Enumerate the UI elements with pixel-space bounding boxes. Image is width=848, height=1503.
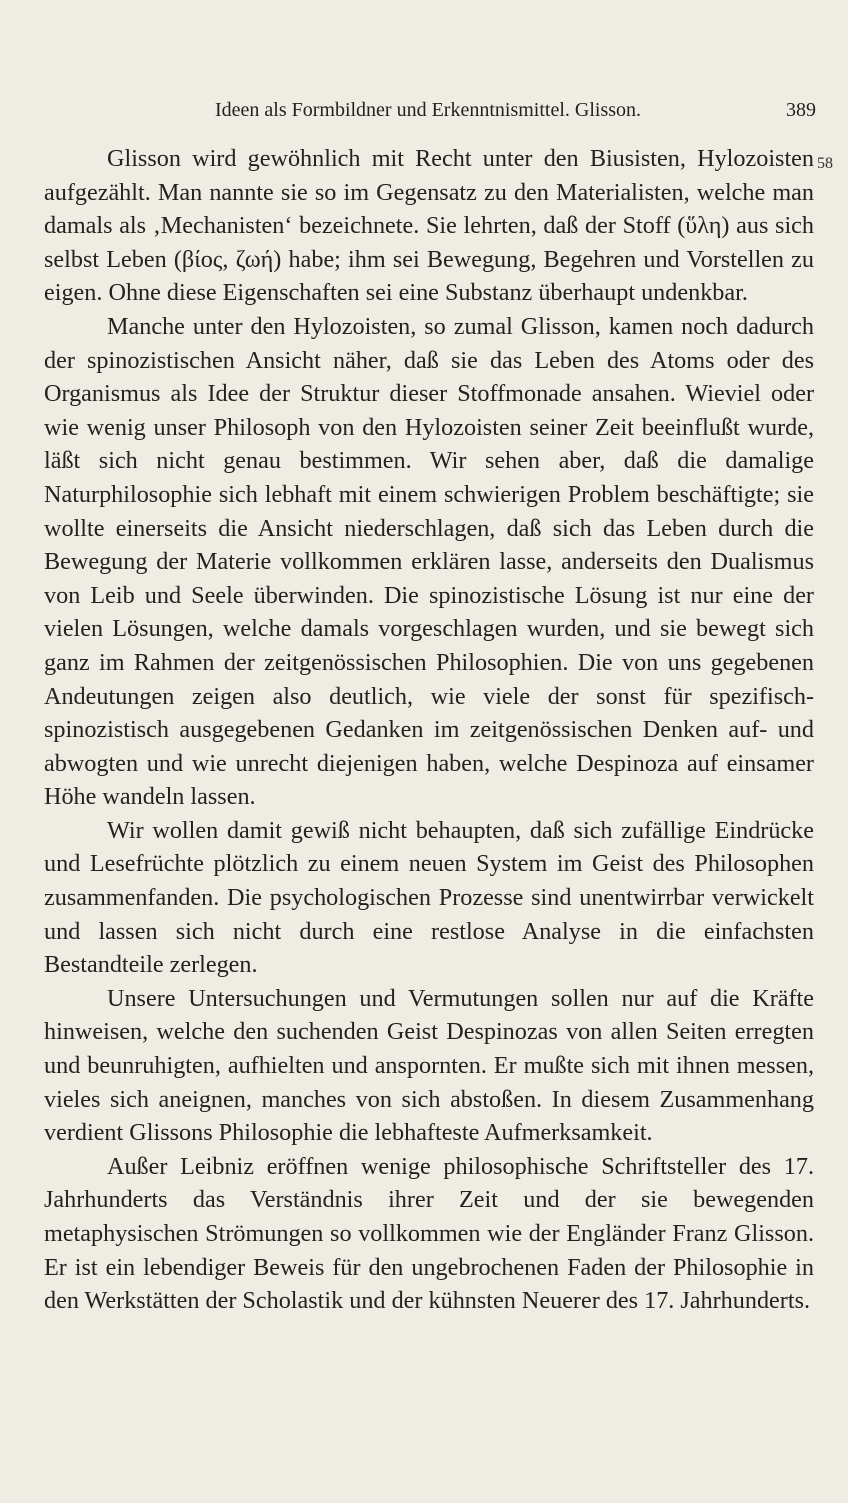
paragraph: Unsere Untersuchungen und Vermutungen sollen nur auf die Kräfte hinweisen, welche den suchenden Geist Despinozas von allen Seiten erregten und beunruhigten, aufhielten und anspornten. Er mußte sich mit ihnen messen, vieles sich aneignen, manches von sich abstoßen. In diesem Zusammenhang verdient Glissons Philosophie die lebhafteste Aufmerksamkeit. (44, 984, 814, 1147)
paragraph: Außer Leibniz eröffnen wenige philosophische Schriftsteller des 17. Jahrhunderts das Verständnis ihrer Zeit und der sie bewegenden metaphysischen Strömungen so vollkommen wie der Engländer Franz Glisson. Er ist ein lebendiger Beweis für den ungebrochenen Faden der Philosophie in den Werkstätten der Scholastik und der kühnsten Neuerer des 17. Jahrhunderts. (44, 1152, 814, 1315)
margin-note: 58 (817, 155, 833, 172)
paragraph: Wir wollen damit gewiß nicht behaupten, daß sich zufällige Eindrücke und Lesefrüchte plötzlich zu einem neuen System im Geist des Philosophen zusammenfanden. Die psychologischen Prozesse sind unentwirrbar verwickelt und lassen sich nicht durch eine restlose Analyse in die einfachsten Bestandteile zerlegen. (44, 816, 814, 979)
paragraph: Manche unter den Hylozoisten, so zumal Glisson, kamen noch dadurch der spinozistischen Ansicht näher, daß sie das Leben des Atoms oder des Organismus als Idee der Struktur dieser Stoffmonade ansahen. Wieviel oder wie wenig unser Philosoph von den Hylozoisten seiner Zeit beeinflußt wurde, läßt sich nicht genau bestimmen. Wir sehen aber, daß die damalige Naturphilosophie sich lebhaft mit einem schwierigen Problem beschäftigte; sie wollte einerseits die Ansicht niederschlagen, daß sich das Leben durch die Bewegung der Materie vollkommen erklären lasse, anderseits den Dualismus von Leib und Seele überwinden. Die spinozistische Lösung ist nur eine der vielen Lösungen, welche damals vorgeschlagen wurden, und sie bewegt sich ganz im Rahmen der zeitgenössischen Philosophien. Die von uns gegebenen Andeutungen zeigen also deutlich, wie viele der sonst für spezifisch-spinozistisch ausgegebenen Gedanken im zeitgenössischen Denken auf- und abwogten und wie unrecht diejenigen haben, welche Despinoza auf einsamer Höhe wandeln lassen. (44, 312, 814, 811)
body-text (44, 142, 814, 1318)
running-title: Ideen als Formbildner und Erkenntnismittel. Glisson. (214, 99, 642, 121)
paragraph: Glisson wird gewöhnlich mit Recht unter den Biusisten, Hylozoisten aufgezählt. Man nannte sie so im Gegensatz zu den Materialisten, welche man damals als ‚Mechanisten‘ bezeichnete. Sie lehrten, daß der Stoff (ὕλη) aus sich selbst Leben (βίος, ζωή) habe; ihm sei Bewegung, Begehren und Vorstellen zu eigen. Ohne diese Eigenschaften sei eine Substanz überhaupt undenkbar. (44, 145, 814, 307)
page-number: 389 (786, 99, 816, 121)
running-header (44, 99, 816, 125)
